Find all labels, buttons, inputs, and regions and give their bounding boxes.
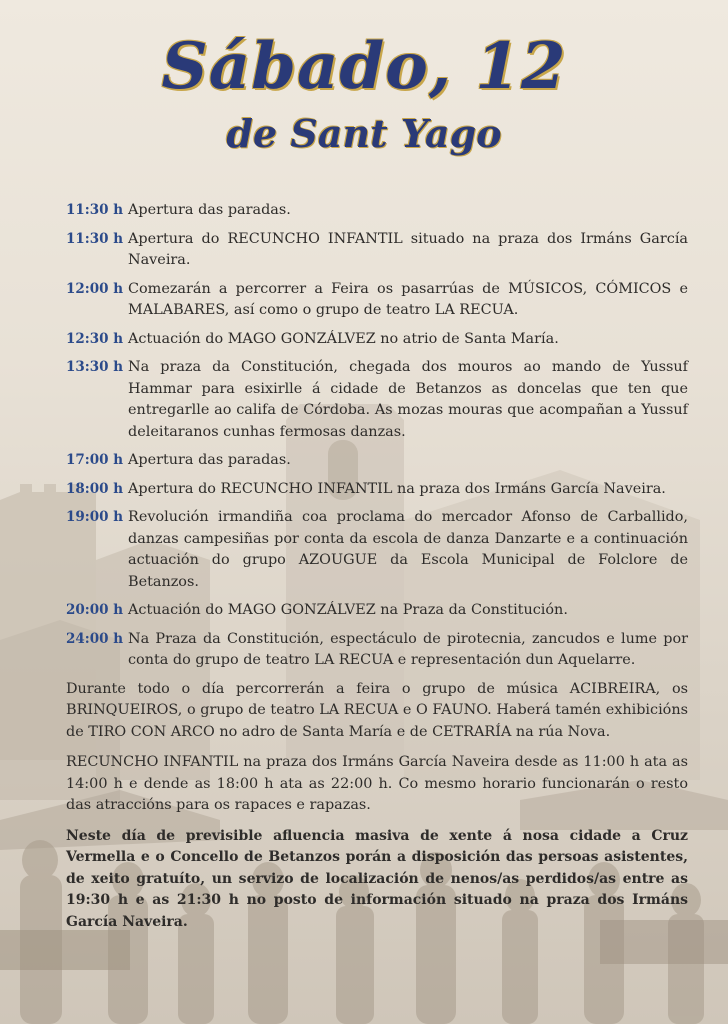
schedule-time: 11:30 h	[66, 202, 124, 218]
program-content	[66, 200, 688, 942]
schedule-time: 17:00 h	[66, 452, 124, 468]
schedule-time: 19:00 h	[66, 509, 124, 525]
schedule-item	[66, 279, 688, 322]
note-paragraph: RECUNCHO INFANTIL na praza dos Irmáns García Naveira desde as 11:00 h ata as 14:00 h e dende as 18:00 h ata as 22:00 h. Co mesmo horario funcionarán o resto das atraccións para os rapaces e rapazas.	[66, 754, 688, 813]
schedule-item	[66, 507, 688, 593]
schedule-time: 12:00 h	[66, 280, 124, 297]
schedule-text: Apertura das paradas.	[128, 452, 291, 468]
schedule-item	[66, 357, 688, 443]
schedule-item	[66, 450, 688, 472]
schedule-time: 13:30 h	[66, 359, 124, 375]
schedule-text: Na praza da Constitución, chegada dos mouros ao mando de Yussuf Hammar para esixirlle á cidade de Betanzos as doncelas que ten que entregarlle ao califa de Córdoba. As mozas mouras que acompañan a Yussuf deleitaranos cunhas fermosas danzas.	[128, 359, 688, 440]
schedule-text: Apertura do RECUNCHO INFANTIL na praza dos Irmáns García Naveira.	[128, 480, 666, 497]
header	[0, 28, 728, 156]
schedule-time: 20:00 h	[66, 602, 124, 618]
schedule-time: 12:30 h	[66, 330, 124, 347]
schedule-text: Na Praza da Constitución, espectáculo de pirotecnia, zancudos e lume por conta do grupo de teatro LA RECUA e representación dun Aquelarre.	[128, 630, 688, 668]
page-title: Sábado, 12	[161, 29, 567, 104]
notice-paragraph: Neste día de previsible afluencia masiva de xente á nosa cidade a Cruz Vermella e o Concello de Betanzos porán a disposición das persoas asistentes, de xeito gratuíto, un servizo de localización de nenos/as perdidos/as entre as 19:30 h e as 21:30 h no posto de información situado na praza dos Irmáns García Naveira.	[66, 827, 688, 930]
schedule-text: Apertura das paradas.	[128, 202, 291, 218]
schedule-text: Revolución irmandiña coa proclama do mercador Afonso de Carballido, danzas campesiñas por conta da escola de danza Danzarte e a continuación actuación do grupo AZOUGUE da Escola Municipal de Folclore de Betanzos.	[128, 509, 688, 590]
schedule-item	[66, 479, 688, 501]
schedule-time: 11:30 h	[66, 230, 124, 247]
schedule-item	[66, 329, 688, 351]
note-paragraph: Durante todo o día percorrerán a feira o grupo de música ACIBREIRA, os BRINQUEIROS, o grupo de teatro LA RECUA e O FAUNO. Haberá tamén exhibicións de TIRO CON ARCO no adro de Santa María e de CETRARÍA na rúa Nova.	[66, 680, 688, 740]
schedule-item	[66, 200, 688, 222]
schedule-time: 18:00 h	[66, 480, 124, 497]
schedule-item	[66, 600, 688, 622]
page-subtitle: de Sant Yago	[226, 111, 502, 156]
schedule-item	[66, 629, 688, 672]
schedule-text: Actuación do MAGO GONZÁLVEZ na Praza da Constitución.	[128, 602, 568, 618]
schedule-text: Comezarán a percorrer a Feira os pasarrúas de MÚSICOS, CÓMICOS e MALABARES, así como o grupo de teatro LA RECUA.	[128, 280, 688, 318]
schedule-list	[66, 200, 688, 672]
schedule-text: Actuación do MAGO GONZÁLVEZ no atrio de Santa María.	[128, 330, 559, 347]
schedule-time: 24:00 h	[66, 630, 124, 647]
schedule-item	[66, 229, 688, 272]
schedule-text: Apertura do RECUNCHO INFANTIL situado na praza dos Irmáns García Naveira.	[128, 230, 688, 268]
